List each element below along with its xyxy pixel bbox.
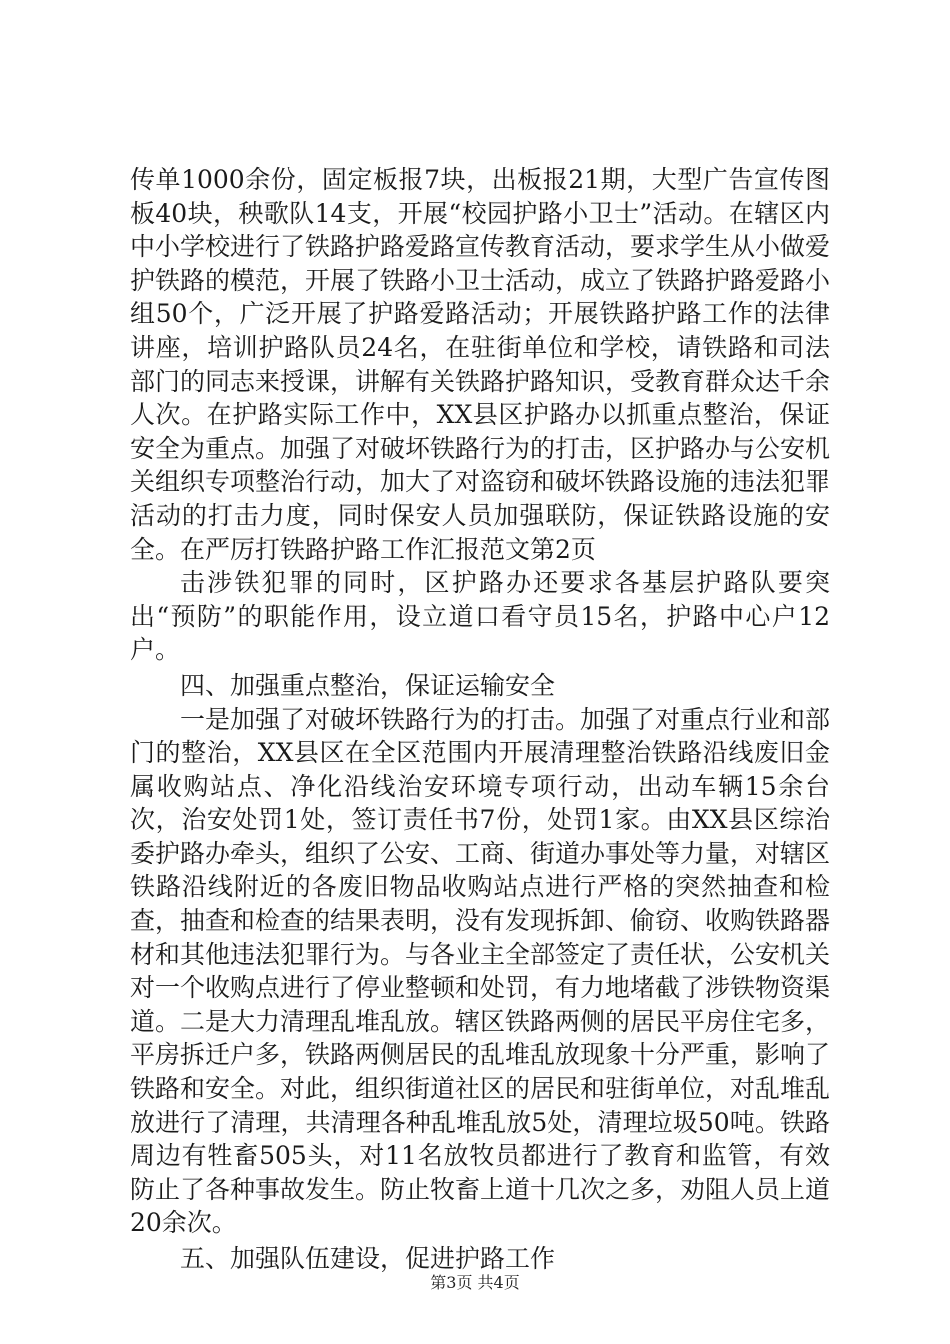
document-body [130, 163, 830, 1276]
page-number-footer: 第3页 共4页 [430, 1273, 520, 1292]
section-heading-4: 四、加强重点整治，保证运输安全 [180, 670, 556, 700]
paragraph-crackdown: 一是加强了对破坏铁路行为的打击。加强了对重点行业和部门的整治，XX县区在全区范围内开展清理整治铁路沿线废旧金属收购站点、净化沿线治安环境专项行动，出动车辆15余台次，治安处罚1处，签订责任书7份，处罚1家。由XX县区综治委护路办牵头，组织了公安、工商、街道办事处等力量，对辖区铁路沿线附近的各废旧物品收购站点进行严格的突然抽查和检查，抽查和检查的结果表明，没有发现拆卸、偷窃、收购铁路器材和其他违法犯罪行为。与各业主全部签定了责任状，公安机关对一个收购点进行了停业整顿和处罚，有力地堵截了涉铁物资渠道。二是大力清理乱堆乱放。辖区铁路两侧的居民平房住宅多，平房拆迁户多，铁路两侧居民的乱堆乱放现象十分严重，影响了铁路和安全。对此，组织街道社区的居民和驻街单位，对乱堆乱放进行了清理，共清理各种乱堆乱放5处，清理垃圾50吨。铁路周边有牲畜505头，对11名放牧员都进行了教育和监管，有效防止了各种事故发生。防止牧畜上道十几次之多，劝阻人员上道20余次。 [130, 704, 831, 1238]
section-heading-5: 五、加强队伍建设，促进护路工作 [180, 1244, 556, 1273]
paragraph-prevention: 击涉铁犯罪的同时，区护路办还要求各基层护路队要突出“预防”的职能作用，设立道口看守员15名，护路中心户12户。 [130, 568, 830, 665]
paragraph-continued: 传单1000余份，固定板报7块，出板报21期，大型广告宣传图板40块，秧歌队14支，开展“校园护路小卫士”活动。在辖区内中小学校进行了铁路护路爱路宣传教育活动，要求学生从小做爱护铁路的模范，开展了铁路小卫士活动，成立了铁路护路爱路小组50个，广泛开展了护路爱路活动；开展铁路护路工作的法律讲座，培训护路队员24名，在驻街单位和学校，请铁路和司法部门的同志来授课，讲解有关铁路护路知识，受教育群众达千余人次。在护路实际工作中，XX县区护路办以抓重点整治，保证安全为重点。加强了对破坏铁路行为的打击，区护路办与公安机关组织专项整治行动，加大了对盗窃和破坏铁路设施的违法犯罪活动的打击力度，同时保安人员加强联防，保证铁路设施的安全。在严厉打铁路护路工作汇报范文第2页 [130, 165, 831, 564]
